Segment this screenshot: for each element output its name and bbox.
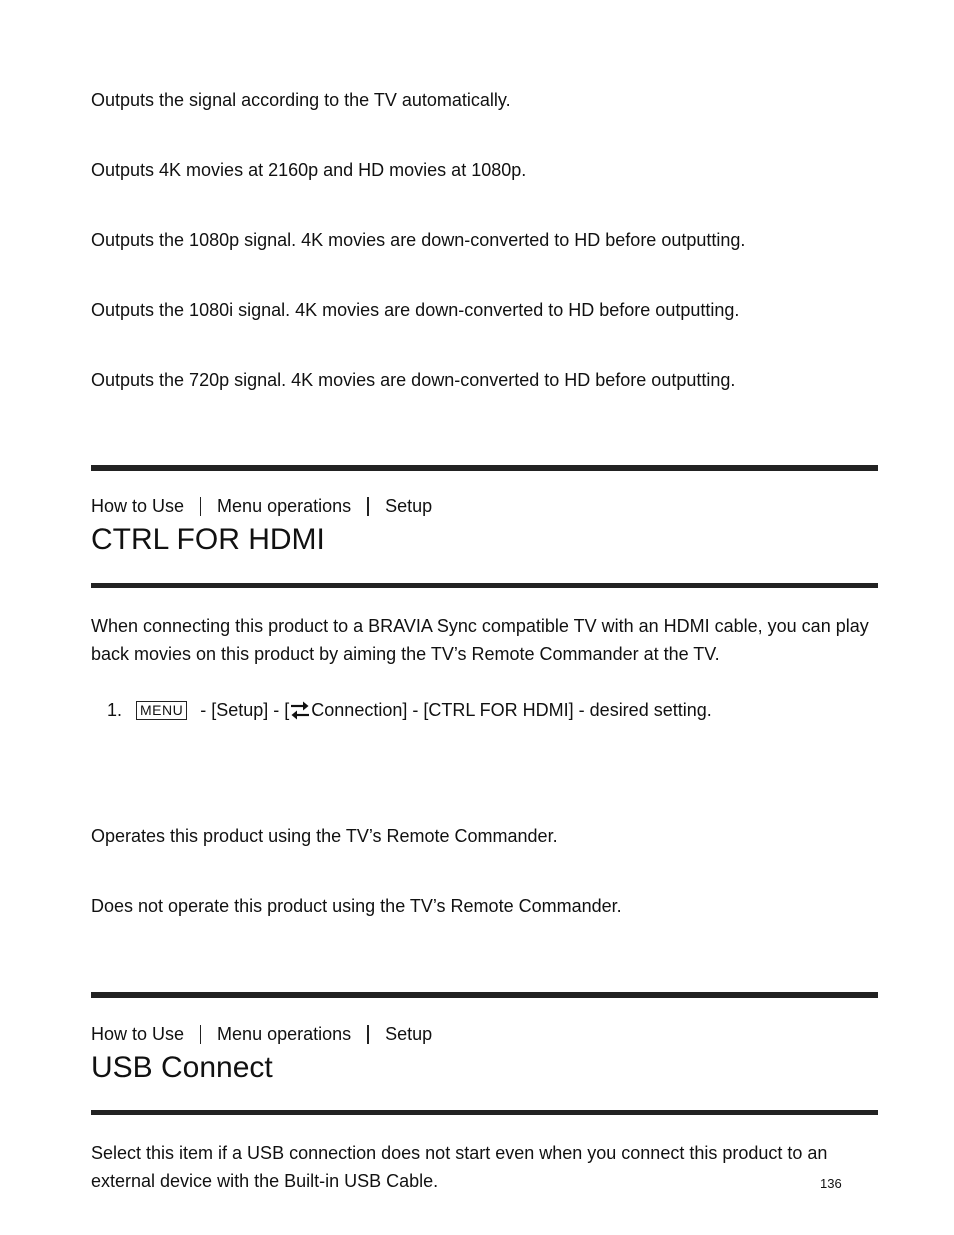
section-description: When connecting this product to a BRAVIA Sync compatible TV with an HDMI cable, you can play back movies on this product by aiming the TV’s Remote Commander at the TV. (91, 616, 869, 664)
step-number: 1. (107, 700, 123, 720)
breadcrumb-menu-operations[interactable]: Menu operations (217, 1024, 352, 1044)
connection-arrows-icon (289, 699, 311, 721)
section-divider-bottom (91, 583, 878, 588)
breadcrumb-setup[interactable]: Setup (385, 1024, 433, 1044)
breadcrumb-separator (200, 497, 201, 516)
output-option-2160p: Outputs 4K movies at 2160p and HD movies at 1080p. (91, 160, 527, 180)
breadcrumb (91, 496, 432, 516)
output-option-1080i: Outputs the 1080i signal. 4K movies are down-converted to HD before outputting. (91, 300, 740, 320)
breadcrumb-how-to-use[interactable]: How to Use (91, 1024, 185, 1044)
section-divider-bottom (91, 1110, 878, 1115)
page-title: USB Connect (91, 1051, 273, 1084)
output-option-auto: Outputs the signal according to the TV automatically. (91, 90, 511, 110)
step-text-suffix: Connection] - [CTRL FOR HDMI] - desired setting. (311, 700, 712, 720)
breadcrumb (91, 1024, 432, 1044)
section-divider-top (91, 992, 878, 998)
output-option-1080p: Outputs the 1080p signal. 4K movies are down-converted to HD before outputting. (91, 230, 746, 250)
page-number: 136 (820, 1176, 842, 1191)
step-text-prefix: - [Setup] - [ (195, 700, 290, 720)
breadcrumb-how-to-use[interactable]: How to Use (91, 496, 185, 516)
output-option-720p: Outputs the 720p signal. 4K movies are down-converted to HD before outputting. (91, 370, 736, 390)
ctrl-option-on: Operates this product using the TV’s Remote Commander. (91, 826, 558, 846)
procedure-step (91, 699, 712, 721)
breadcrumb-separator (367, 1025, 369, 1044)
breadcrumb-setup[interactable]: Setup (385, 496, 433, 516)
section-description: Select this item if a USB connection does not start even when you connect this product to an external device with the Built-in USB Cable. (91, 1143, 828, 1191)
page-title: CTRL FOR HDMI (91, 523, 325, 556)
breadcrumb-separator (200, 1025, 201, 1044)
section-divider-top (91, 465, 878, 471)
breadcrumb-separator (367, 497, 369, 516)
menu-key-icon: MENU (136, 701, 187, 720)
ctrl-option-off: Does not operate this product using the TV’s Remote Commander. (91, 896, 622, 916)
breadcrumb-menu-operations[interactable]: Menu operations (217, 496, 352, 516)
